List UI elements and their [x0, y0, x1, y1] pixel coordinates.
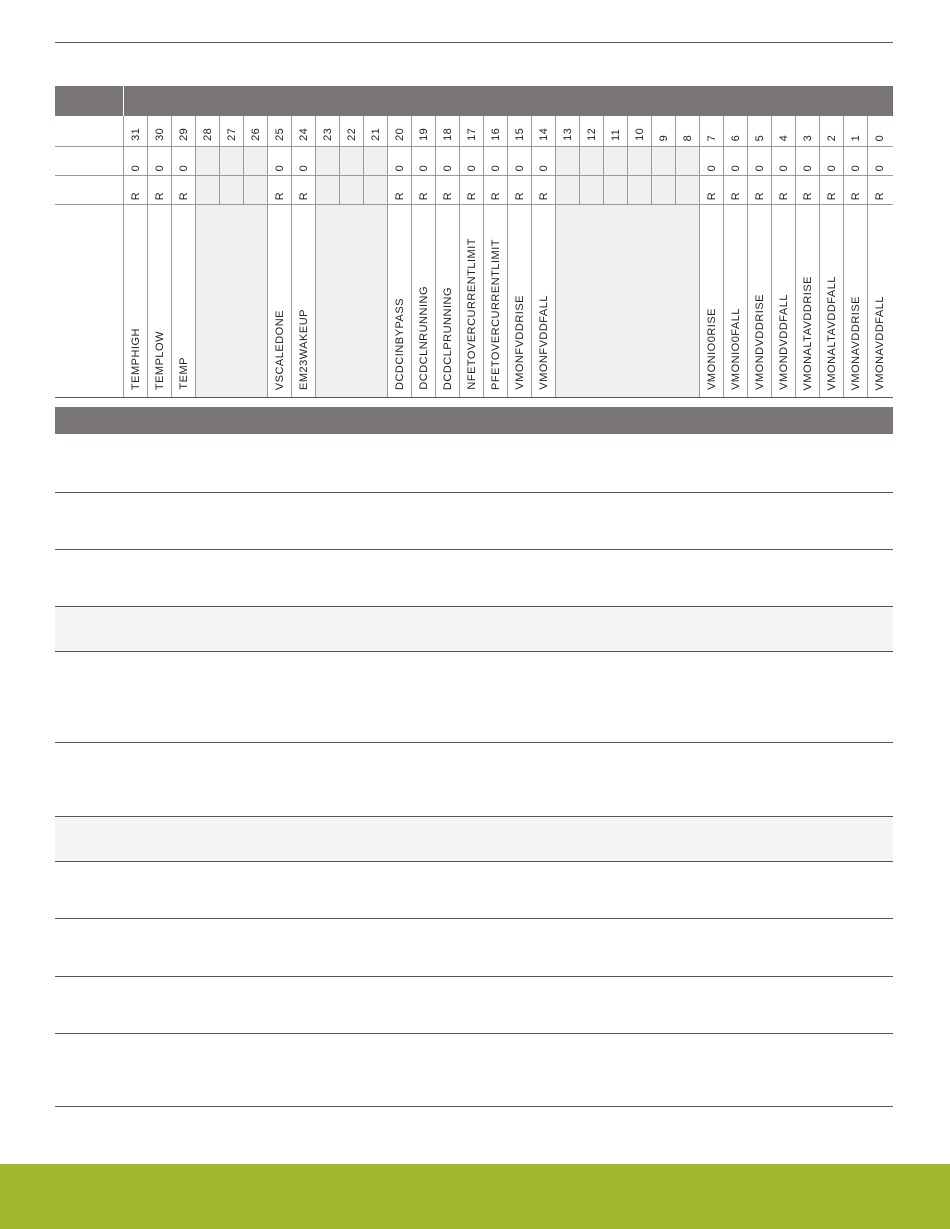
reset-value-cell-text: 0 — [729, 164, 742, 171]
reset-value-cell-text: 0 — [777, 164, 790, 171]
field-name-text: DCDCLNRUNNING — [417, 286, 430, 390]
register-table-header — [55, 86, 893, 116]
reset-value-cell-text: 0 — [441, 164, 454, 171]
reset-value-cell — [748, 147, 772, 176]
field-name-text: TEMPLOW — [153, 330, 166, 390]
bit-number-cell-text: 30 — [153, 128, 166, 141]
access-type-cell — [628, 176, 652, 205]
bit-number-cell — [556, 116, 580, 147]
bit-number-cell-text: 19 — [417, 128, 430, 141]
access-type-cell — [652, 176, 676, 205]
bit-number-cell-text: 22 — [345, 128, 358, 141]
field-name-cell — [724, 205, 748, 398]
field-name-cell — [124, 205, 148, 398]
access-type-cell — [172, 176, 196, 205]
field-name-text: VMONFVDDRISE — [513, 295, 526, 390]
access-type-cell — [820, 176, 844, 205]
bit-number-cell-text: 26 — [249, 128, 262, 141]
field-name-text: DCDCLPRUNNING — [441, 286, 454, 390]
access-type-cell-text: R — [465, 191, 478, 200]
field-name-cell — [292, 205, 316, 398]
reserved-field-cell — [556, 205, 700, 398]
access-type-cell-text: R — [777, 191, 790, 200]
bit-number-cell-text: 13 — [561, 128, 574, 141]
bit-number-cell-text: 31 — [129, 128, 142, 141]
reset-value-cell — [148, 147, 172, 176]
bit-number-cell-text: 27 — [225, 128, 238, 141]
reset-value-cell — [604, 147, 628, 176]
bit-number-cell-text: 14 — [537, 128, 550, 141]
description-row — [55, 550, 893, 607]
field-name-text: VMONAVDDRISE — [849, 295, 862, 390]
reset-value-cell-text: 0 — [273, 164, 286, 171]
reset-value-cell-text: 0 — [513, 164, 526, 171]
bit-number-cell-text: 23 — [321, 128, 334, 141]
bit-number-cell — [460, 116, 484, 147]
reset-value-cell — [388, 147, 412, 176]
header-label-cell — [55, 86, 124, 116]
bit-number-cell — [244, 116, 268, 147]
register-bit-table — [55, 86, 893, 398]
access-type-cell — [604, 176, 628, 205]
field-name-cell — [532, 205, 556, 398]
field-name-cell — [388, 205, 412, 398]
reset-value-cell-text: 0 — [849, 164, 862, 171]
access-type-cell — [460, 176, 484, 205]
reset-value-cell — [676, 147, 700, 176]
access-type-cell — [772, 176, 796, 205]
reset-value-cell — [268, 147, 292, 176]
field-name-cell — [700, 205, 724, 398]
description-row — [55, 493, 893, 550]
access-type-cell — [340, 176, 364, 205]
bit-number-cell-text: 16 — [489, 128, 502, 141]
access-type-cell — [508, 176, 532, 205]
reset-value-cell-text: 0 — [874, 164, 887, 171]
field-name-cell — [748, 205, 772, 398]
bit-number-cell — [580, 116, 604, 147]
bit-number-cell — [868, 116, 893, 147]
access-type-cell — [364, 176, 388, 205]
access-type-cell-text: R — [801, 191, 814, 200]
name-row-label — [55, 205, 124, 398]
bit-number-cell — [148, 116, 172, 147]
access-type-cell-text: R — [297, 191, 310, 200]
reset-value-cell — [340, 147, 364, 176]
field-name-text: VSCALEDONE — [273, 309, 286, 390]
access-type-cell — [412, 176, 436, 205]
description-row — [55, 919, 893, 977]
access-type-cell-text: R — [874, 191, 887, 200]
field-name-text: PFETOVERCURRENTLIMIT — [489, 239, 502, 390]
field-name-text: VMONALTAVDDRISE — [801, 275, 814, 390]
field-name-cell — [172, 205, 196, 398]
access-type-cell — [868, 176, 893, 205]
bit-number-cell — [172, 116, 196, 147]
bit-number-cell-text: 3 — [801, 134, 814, 141]
access-type-cell — [124, 176, 148, 205]
reset-value-cell — [724, 147, 748, 176]
reserved-field-cell — [196, 205, 268, 398]
access-type-cell — [532, 176, 556, 205]
field-name-cell — [844, 205, 868, 398]
bit-number-cell — [292, 116, 316, 147]
field-name-cell — [508, 205, 532, 398]
field-name-text: VMONALTAVDDFALL — [825, 275, 838, 390]
bit-number-cell-text: 21 — [369, 128, 382, 141]
bit-number-cell-text: 18 — [441, 128, 454, 141]
reset-value-cell — [868, 147, 893, 176]
header-title-cell — [124, 86, 893, 116]
bit-number-cell — [820, 116, 844, 147]
reset-value-cell — [244, 147, 268, 176]
description-row — [55, 817, 893, 862]
bit-number-cell — [604, 116, 628, 147]
bit-number-cell-text: 1 — [849, 134, 862, 141]
reset-value-cell — [316, 147, 340, 176]
reset-value-cell — [196, 147, 220, 176]
field-name-cell — [460, 205, 484, 398]
access-type-cell — [484, 176, 508, 205]
reset-value-cell-text: 0 — [825, 164, 838, 171]
access-type-cell-text: R — [489, 191, 502, 200]
reset-value-cell — [172, 147, 196, 176]
field-name-cell — [484, 205, 508, 398]
reset-value-cell — [364, 147, 388, 176]
access-type-cell-text: R — [273, 191, 286, 200]
access-type-cell — [148, 176, 172, 205]
reset-value-row — [55, 147, 893, 176]
reset-value-cell — [652, 147, 676, 176]
bit-number-cell — [772, 116, 796, 147]
field-name-row — [55, 205, 893, 398]
bit-number-cell-text: 5 — [753, 134, 766, 141]
reset-value-cell — [772, 147, 796, 176]
field-name-cell — [268, 205, 292, 398]
reset-value-cell — [820, 147, 844, 176]
reset-value-cell — [124, 147, 148, 176]
bit-number-cell — [676, 116, 700, 147]
reset-value-cell-text: 0 — [153, 164, 166, 171]
description-table-header — [55, 407, 893, 434]
reset-value-cell — [292, 147, 316, 176]
access-type-cell — [724, 176, 748, 205]
bit-number-cell-text: 17 — [465, 128, 478, 141]
reset-value-cell — [628, 147, 652, 176]
description-row — [55, 862, 893, 919]
field-name-text: VMONDVDDRISE — [753, 294, 766, 390]
access-type-cell-text: R — [537, 191, 550, 200]
reset-value-cell — [700, 147, 724, 176]
access-type-cell-text: R — [177, 191, 190, 200]
access-type-cell-text: R — [825, 191, 838, 200]
bit-number-cell — [508, 116, 532, 147]
field-name-cell — [820, 205, 844, 398]
reset-row-label — [55, 147, 124, 176]
field-name-text: NFETOVERCURRENTLIMIT — [465, 238, 478, 390]
access-type-cell-text: R — [393, 191, 406, 200]
field-name-text: VMONAVDDFALL — [874, 295, 887, 390]
bit-number-cell-text: 10 — [633, 128, 646, 141]
access-type-cell — [748, 176, 772, 205]
access-type-cell-text: R — [753, 191, 766, 200]
bit-number-cell — [796, 116, 820, 147]
field-name-text: VMONDVDDFALL — [777, 294, 790, 390]
access-type-cell — [220, 176, 244, 205]
field-name-text: EM23WAKEUP — [297, 308, 310, 390]
reset-value-cell-text: 0 — [177, 164, 190, 171]
bit-number-cell-text: 4 — [777, 134, 790, 141]
access-type-cell — [844, 176, 868, 205]
reset-value-cell-text: 0 — [537, 164, 550, 171]
access-type-cell-text: R — [153, 191, 166, 200]
access-type-cell-text: R — [441, 191, 454, 200]
bit-number-cell-text: 12 — [585, 128, 598, 141]
description-row — [55, 607, 893, 652]
field-name-cell — [796, 205, 820, 398]
reset-value-cell-text: 0 — [465, 164, 478, 171]
access-type-cell — [676, 176, 700, 205]
access-type-cell — [196, 176, 220, 205]
access-type-cell — [556, 176, 580, 205]
reset-value-cell-text: 0 — [753, 164, 766, 171]
reset-value-cell — [844, 147, 868, 176]
description-row — [55, 743, 893, 817]
bit-number-cell — [412, 116, 436, 147]
bit-number-cell-text: 0 — [874, 134, 887, 141]
field-name-text: TEMPHIGH — [129, 327, 142, 390]
reset-value-cell-text: 0 — [489, 164, 502, 171]
bit-number-cell — [268, 116, 292, 147]
access-type-cell — [580, 176, 604, 205]
bit-number-cell-text: 7 — [705, 134, 718, 141]
field-name-cell — [436, 205, 460, 398]
bit-number-cell-text: 25 — [273, 128, 286, 141]
bit-number-cell — [700, 116, 724, 147]
reserved-field-cell — [316, 205, 388, 398]
access-type-row — [55, 176, 893, 205]
bit-number-cell — [436, 116, 460, 147]
bit-number-cell — [340, 116, 364, 147]
access-row-label — [55, 176, 124, 205]
field-name-cell — [148, 205, 172, 398]
field-name-text: VMONFVDDFALL — [537, 295, 550, 390]
bit-number-cell-text: 20 — [393, 128, 406, 141]
bit-number-cell — [532, 116, 556, 147]
bit-number-cell-text: 29 — [177, 128, 190, 141]
reset-value-cell — [796, 147, 820, 176]
field-name-cell — [412, 205, 436, 398]
field-name-text: VMONIO0RISE — [705, 308, 718, 390]
bit-number-cell — [316, 116, 340, 147]
access-type-cell-text: R — [513, 191, 526, 200]
description-row — [55, 434, 893, 493]
access-type-cell — [268, 176, 292, 205]
bit-number-cell — [220, 116, 244, 147]
reset-value-cell — [436, 147, 460, 176]
access-type-cell — [796, 176, 820, 205]
reset-value-cell — [460, 147, 484, 176]
bit-number-cell-text: 28 — [201, 128, 214, 141]
bit-number-cell — [364, 116, 388, 147]
reset-value-cell — [580, 147, 604, 176]
bit-number-cell-text: 11 — [609, 128, 622, 141]
reset-value-cell — [484, 147, 508, 176]
bit-number-cell-text: 15 — [513, 128, 526, 141]
bit-number-cell — [124, 116, 148, 147]
description-row — [55, 652, 893, 743]
bit-number-row — [55, 116, 893, 147]
bit-number-cell — [628, 116, 652, 147]
access-type-cell — [244, 176, 268, 205]
bit-number-cell-text: 6 — [729, 134, 742, 141]
field-name-text: TEMP — [177, 357, 190, 390]
bit-number-cell — [748, 116, 772, 147]
access-type-cell — [292, 176, 316, 205]
description-row — [55, 977, 893, 1034]
reset-value-cell — [412, 147, 436, 176]
reset-value-cell-text: 0 — [297, 164, 310, 171]
bit-number-cell — [844, 116, 868, 147]
bit-number-cell-text: 2 — [825, 134, 838, 141]
reset-value-cell-text: 0 — [705, 164, 718, 171]
access-type-cell — [388, 176, 412, 205]
access-type-cell — [436, 176, 460, 205]
reset-value-cell-text: 0 — [417, 164, 430, 171]
field-name-text: DCDCINBYPASS — [393, 298, 406, 390]
bit-number-cell-text: 24 — [297, 128, 310, 141]
access-type-cell — [700, 176, 724, 205]
bit-number-cell-text: 9 — [657, 134, 670, 141]
reset-value-cell — [556, 147, 580, 176]
reset-value-cell-text: 0 — [129, 164, 142, 171]
top-rule — [55, 42, 893, 43]
reset-value-cell-text: 0 — [801, 164, 814, 171]
access-type-cell-text: R — [129, 191, 142, 200]
bit-number-cell-text: 8 — [681, 134, 694, 141]
access-type-cell-text: R — [417, 191, 430, 200]
bit-number-cell — [652, 116, 676, 147]
reset-value-cell — [532, 147, 556, 176]
bit-row-label — [55, 116, 124, 147]
field-name-cell — [772, 205, 796, 398]
field-name-cell — [868, 205, 893, 398]
access-type-cell-text: R — [705, 191, 718, 200]
bit-number-cell — [724, 116, 748, 147]
access-type-cell — [316, 176, 340, 205]
reset-value-cell — [508, 147, 532, 176]
reset-value-cell-text: 0 — [393, 164, 406, 171]
bit-number-cell — [196, 116, 220, 147]
access-type-cell-text: R — [729, 191, 742, 200]
footer-bar — [0, 1164, 950, 1229]
bit-number-cell — [484, 116, 508, 147]
description-row — [55, 1034, 893, 1107]
access-type-cell-text: R — [849, 191, 862, 200]
reset-value-cell — [220, 147, 244, 176]
field-name-text: VMONIO0FALL — [729, 308, 742, 390]
bit-number-cell — [388, 116, 412, 147]
